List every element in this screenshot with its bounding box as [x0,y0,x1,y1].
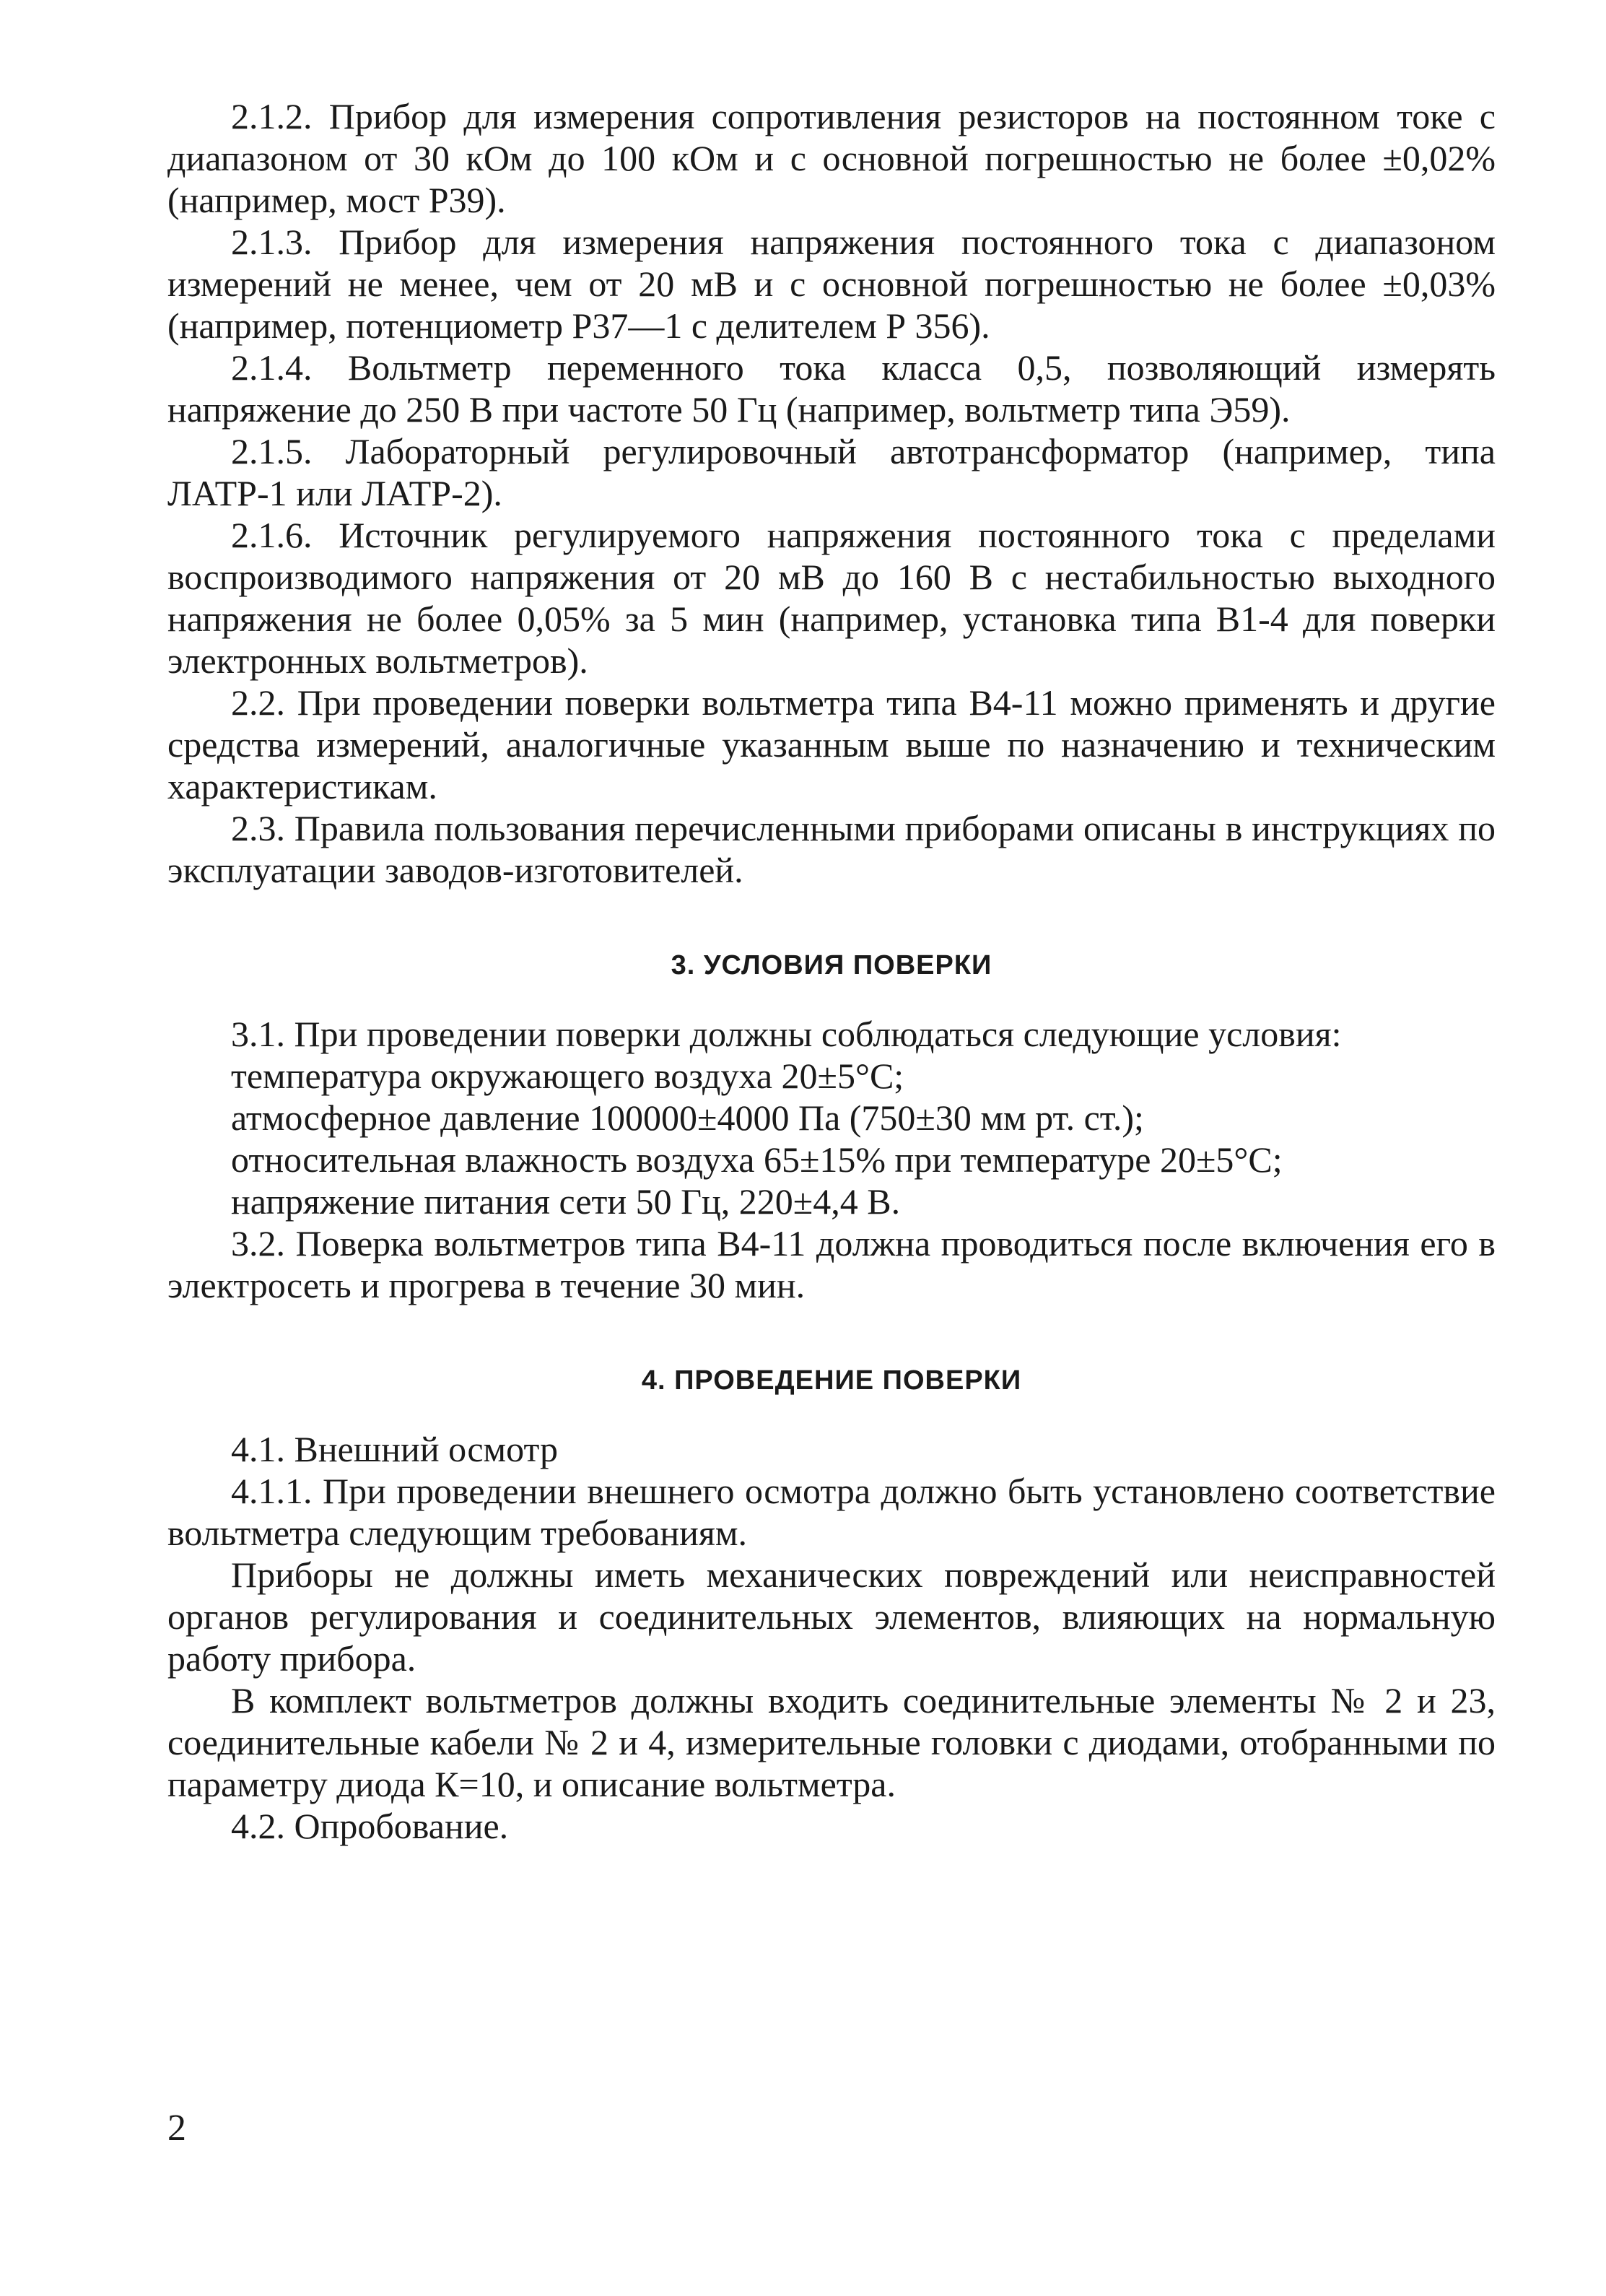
paragraph-4-1-1: 4.1.1. При проведении внешнего осмотра должно быть установлено соответствие вольтметра следующим требованиям. [167,1471,1496,1553]
condition-temperature: температура окружающего воздуха 20±5°С; [231,1056,904,1096]
paragraph-2-2: 2.2. При проведении поверки вольтметра типа В4-11 можно применять и другие средства измерений, аналогичные указанным выше по назначению и техническим характеристикам. [167,682,1496,806]
paragraph-kit-contents: В комплект вольтметров должны входить соединительные элементы № 2 и 23, соединительные кабели № 2 и 4, измерительные головки с диодами, отобранными по параметру диода К=10, и описание вольтметра. [167,1680,1496,1804]
paragraph-devices-requirements: Приборы не должны иметь механических повреждений или неисправностей органов регулирования и соединительных элементов, влияющих на нормальную работу прибора. [167,1554,1496,1679]
paragraph-2-1-5: 2.1.5. Лабораторный регулировочный автотрансформатор (например, типа ЛАТР-1 или ЛАТР-2). [167,431,1496,513]
page-number: 2 [167,2108,186,2149]
condition-humidity: относительная влажность воздуха 65±15% при температуре 20±5°С; [231,1139,1283,1180]
paragraph-2-1-3: 2.1.3. Прибор для измерения напряжения постоянного тока с диапазоном измерений не менее, чем от 20 мВ и с основной погрешностью не более ±0,03% (например, потенциометр Р37—1 с делителем Р 356). [167,222,1496,346]
paragraph-3-2: 3.2. Поверка вольтметров типа В4-11 должна проводиться после включения его в электросеть и прогрева в течение 30 мин. [167,1223,1496,1305]
paragraph-4-1: 4.1. Внешний осмотр [231,1429,558,1469]
paragraph-4-2: 4.2. Опробование. [231,1806,509,1846]
condition-supply-voltage: напряжение питания сети 50 Гц, 220±4,4 В. [231,1181,901,1222]
paragraph-3-1: 3.1. При проведении поверки должны соблюдаться следующие условия: [231,1014,1342,1054]
paragraph-2-1-2: 2.1.2. Прибор для измерения сопротивления резисторов на постоянном токе с диапазоном от 30 кОм до 100 кОм и с основной погрешностью не более ±0,02% (например, мост Р39). [167,96,1496,220]
paragraph-2-3: 2.3. Правила пользования перечисленными приборами описаны в инструкциях по эксплуатации заводов-изготовителей. [167,808,1496,890]
section-3-heading: 3. УСЛОВИЯ ПОВЕРКИ [671,950,992,980]
section-4-heading: 4. ПРОВЕДЕНИЕ ПОВЕРКИ [641,1365,1022,1396]
paragraph-2-1-4: 2.1.4. Вольтметр переменного тока класса 0,5, позволяющий измерять напряжение до 250 В при частоте 50 Гц (например, вольтметр типа Э59). [167,347,1496,430]
paragraph-2-1-6: 2.1.6. Источник регулируемого напряжения постоянного тока с пределами воспроизводимого напряжения от 20 мВ до 160 В с нестабильностью выходного напряжения не более 0,05% за 5 мин (например, установка типа В1-4 для поверки электронных вольтметров). [167,515,1496,681]
condition-pressure: атмосферное давление 100000±4000 Па (750±30 мм рт. ст.); [231,1097,1144,1138]
document-page [167,95,1496,1847]
